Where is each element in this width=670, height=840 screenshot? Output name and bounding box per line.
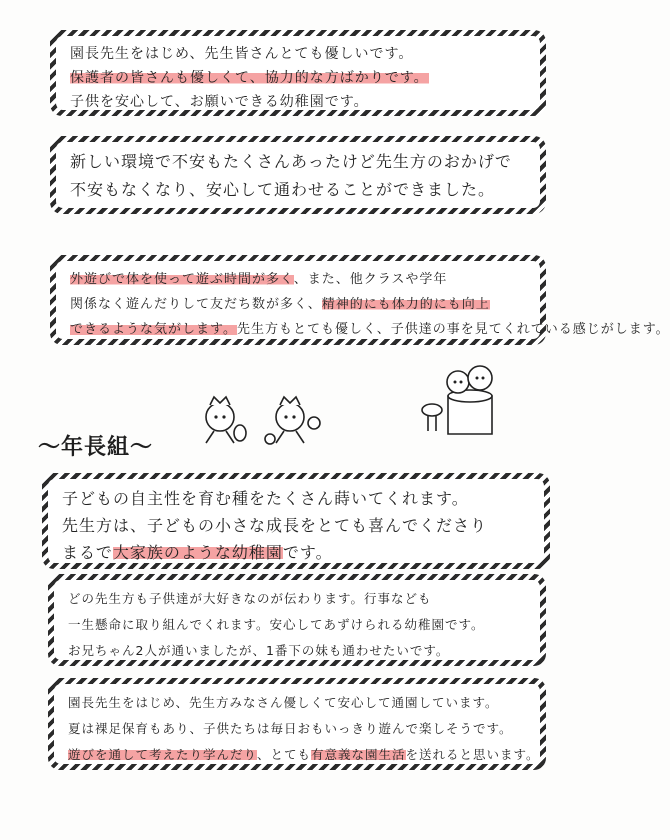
comment-card-3 (50, 255, 670, 345)
comment-text: 夏は裸足保育もあり、子供たちは毎日おもいっきり遊んで楽しそうです。 (68, 721, 513, 736)
comment-line (68, 612, 528, 638)
comment-line (68, 638, 528, 664)
comment-line (68, 586, 528, 612)
cake-characters-icon (418, 360, 508, 440)
comment-line (70, 90, 528, 114)
highlighted-text: できるような気がします。 (70, 322, 237, 337)
comment-line (62, 539, 532, 566)
comment-line (70, 292, 528, 317)
comment-line (68, 690, 528, 716)
highlighted-text: 精神的にも体力的にも向上 (321, 297, 490, 312)
comment-card-1 (50, 30, 546, 116)
comment-text: 不安もなくなり、安心して通わせることができました。 (70, 180, 496, 199)
comment-card-6 (48, 678, 546, 770)
comment-line (70, 148, 528, 176)
comment-text: まるで (62, 543, 113, 562)
comment-text: 先生方は、子どもの小さな成長をとても喜んでくださり (62, 516, 488, 535)
comment-text: 、とても (257, 747, 312, 762)
comment-text: 子どもの自主性を育む種をたくさん蒔いてくれます。 (62, 489, 469, 508)
highlighted-text: 保護者の皆さんも優しくて、協力的な方ばかりです。 (70, 70, 429, 86)
section-title: 〜年長組〜 (38, 435, 154, 460)
comment-text: 新しい環境で不安もたくさんあったけど先生方のおかげで (70, 152, 512, 171)
comment-line (70, 42, 528, 66)
comment-text: を送れると思います。 (405, 747, 540, 762)
comment-line (70, 176, 528, 204)
comment-body (56, 142, 540, 208)
highlighted-text: 遊びを通して考えたり学んだり (68, 747, 258, 762)
comment-text: 関係なく遊んだりして友だち数が多く、 (70, 297, 322, 312)
comment-line (70, 267, 528, 292)
comment-body (54, 580, 540, 660)
comment-line (68, 742, 540, 768)
comment-text: 子供を安心して、お願いできる幼稚園です。 (70, 94, 369, 110)
comment-line (70, 66, 528, 90)
comment-body (56, 261, 670, 339)
running-characters-icon (196, 395, 346, 455)
comment-line (70, 317, 670, 342)
comment-body (54, 684, 540, 764)
comment-line (62, 485, 532, 512)
comment-card-4 (42, 473, 550, 569)
comment-text: 、また、他クラスや学年 (293, 272, 448, 287)
comment-body (56, 36, 540, 110)
comment-line (68, 716, 528, 742)
comment-text: 園長先生をはじめ、先生方みなさん優しくて安心して通園しています。 (68, 695, 499, 710)
comment-card-2 (50, 136, 546, 214)
comment-text: お兄ちゃん2人が通いましたが、1番下の妹も通わせたいです。 (68, 643, 450, 658)
comment-text: 先生方もとても優しく、子供達の事を見てくれている感じがします。 (236, 322, 670, 337)
highlighted-text: 有意義な園生活 (311, 747, 406, 762)
comment-body (48, 479, 544, 563)
comment-line (62, 512, 532, 539)
comment-text: です。 (282, 543, 333, 562)
highlighted-text: 外遊びで体を使って遊ぶ時間が多く (70, 272, 294, 287)
comment-text: どの先生方も子供達が大好きなのが伝わります。行事なども (68, 591, 432, 606)
highlighted-text: 大家族のような幼稚園 (112, 543, 283, 562)
comment-card-5 (48, 574, 546, 666)
comment-text: 一生懸命に取り組んでくれます。安心してあずけられる幼稚園です。 (68, 617, 485, 632)
comment-text: 園長先生をはじめ、先生皆さんとても優しいです。 (70, 46, 414, 62)
